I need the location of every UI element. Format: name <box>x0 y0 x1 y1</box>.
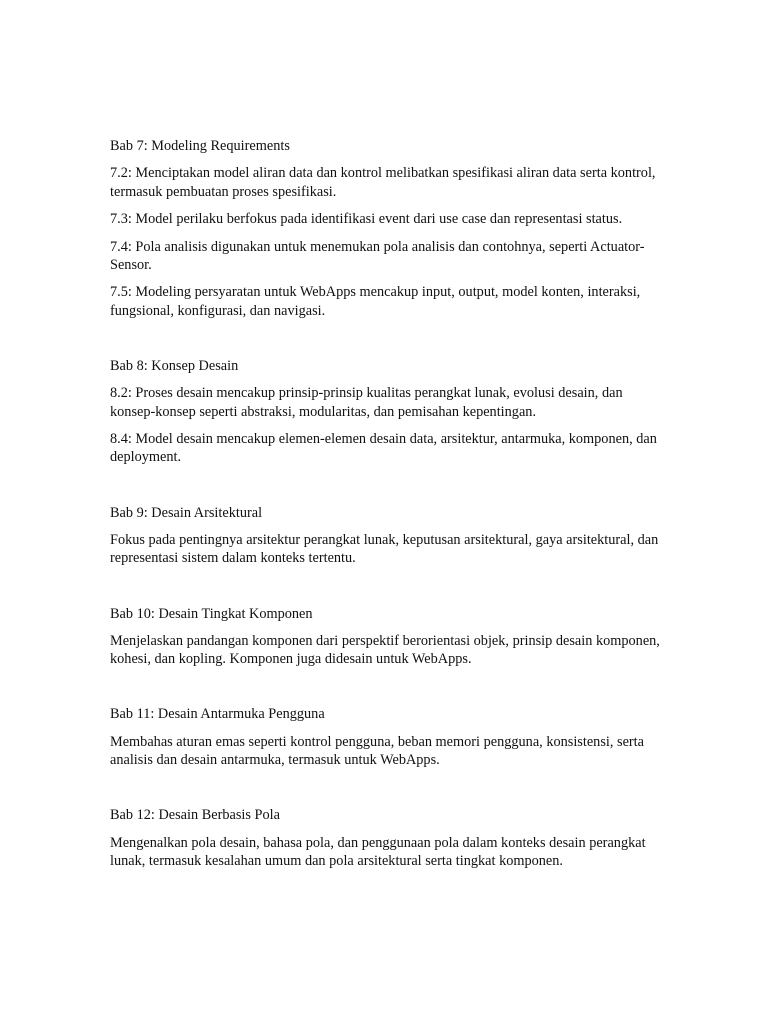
paragraph: Fokus pada pentingnya arsitektur perangkat lunak, keputusan arsitektural, gaya arsitektural, dan representasi sistem dalam konteks tertentu. <box>110 531 659 567</box>
paragraph: Mengenalkan pola desain, bahasa pola, dan penggunaan pola dalam konteks desain perangkat lunak, termasuk kesalahan umum dan pola arsitektural serta tingkat komponen. <box>110 834 646 869</box>
section-bab-10 <box>110 605 670 669</box>
paragraph: 8.2: Proses desain mencakup prinsip-prinsip kualitas perangkat lunak, evolusi desain, dan konsep-konsep seperti abstraksi, modularitas, dan pemisahan kepentingan. <box>110 385 623 420</box>
section-bab-11 <box>110 705 670 769</box>
section-heading: Bab 12: Desain Berbasis Pola <box>110 807 280 824</box>
paragraph: 7.2: Menciptakan model aliran data dan kontrol melibatkan spesifikasi aliran data serta kontrol, termasuk pembuatan proses spesifikasi. <box>110 165 656 200</box>
paragraph: 7.4: Pola analisis digunakan untuk menemukan pola analisis dan contohnya, seperti Actuator-Sensor. <box>110 238 645 273</box>
paragraph: Membahas aturan emas seperti kontrol pengguna, beban memori pengguna, konsistensi, serta analisis dan desain antarmuka, termasuk untuk WebApps. <box>110 733 645 768</box>
paragraph: 8.4: Model desain mencakup elemen-elemen desain data, arsitektur, antarmuka, komponen, dan deployment. <box>110 431 657 466</box>
paragraph: 7.3: Model perilaku berfokus pada identifikasi event dari use case dan representasi status. <box>110 211 623 228</box>
section-heading: Bab 8: Konsep Desain <box>110 357 239 374</box>
paragraph: 7.5: Modeling persyaratan untuk WebApps mencakup input, output, model konten, interaksi, fungsional, konfigurasi, dan navigasi. <box>110 284 641 319</box>
section-heading: Bab 10: Desain Tingkat Komponen <box>110 605 313 622</box>
section-bab-7 <box>110 137 670 320</box>
section-heading: Bab 7: Modeling Requirements <box>110 138 290 154</box>
section-bab-12 <box>110 806 670 870</box>
paragraph: Menjelaskan pandangan komponen dari perspektif berorientasi objek, prinsip desain komponen, kohesi, dan kopling. Komponen juga didesain untuk WebApps. <box>110 632 660 668</box>
section-bab-8 <box>110 357 670 467</box>
section-bab-9 <box>110 504 670 568</box>
document-page <box>110 137 670 870</box>
section-heading: Bab 9: Desain Arsitektural <box>110 504 263 521</box>
section-heading: Bab 11: Desain Antarmuka Pengguna <box>110 706 325 723</box>
